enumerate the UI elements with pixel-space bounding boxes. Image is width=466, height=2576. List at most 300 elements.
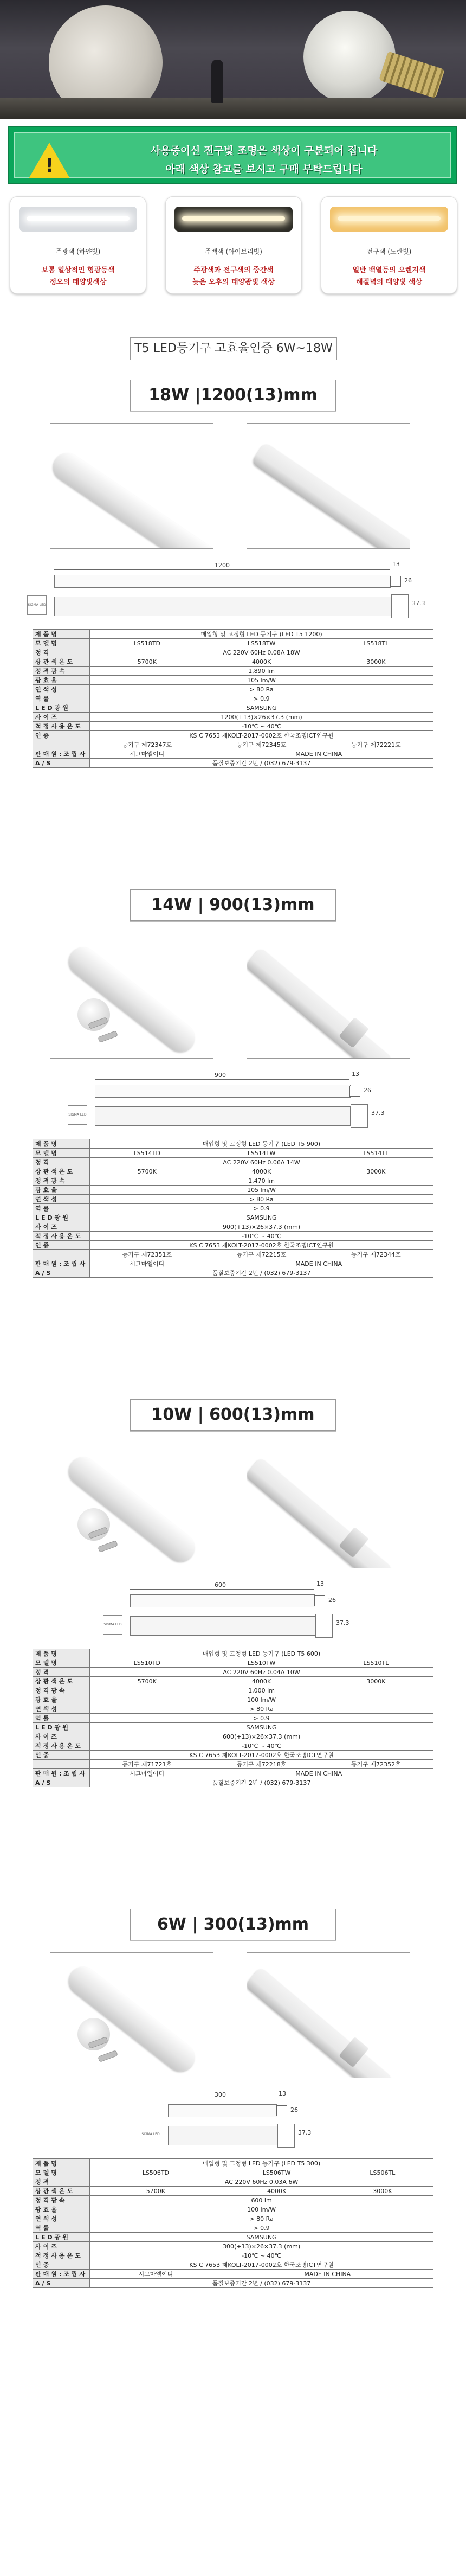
spec-value: 매입형 및 고정형 LED 등기구 (LED T5 900)	[90, 1139, 433, 1149]
spec-label: A/S	[33, 2279, 90, 2288]
spec-row	[33, 2187, 433, 2196]
spec-value: MADE IN CHINA	[204, 749, 433, 759]
spec-label: 판매원:조립사	[33, 1769, 90, 1778]
spec-value: 매입형 및 고정형 LED 등기구 (LED T5 300)	[90, 2159, 433, 2168]
spec-value: SAMSUNG	[90, 1213, 433, 1222]
spec-label: 적정사용온도	[33, 722, 90, 731]
spec-value: SAMSUNG	[90, 2233, 433, 2242]
product-section	[0, 889, 466, 1377]
spec-value: KS C 7653 제KOLT-2017-0002호 한국조명ICT연구원	[90, 731, 433, 740]
spec-row	[33, 1149, 433, 1158]
spec-row	[33, 2196, 433, 2205]
spec-value: 4000K	[222, 2187, 332, 2196]
depth-dimension: 37.3	[412, 600, 425, 607]
product-photo-side	[247, 1443, 410, 1568]
spec-value: LS510TD	[90, 1658, 204, 1668]
spec-value: 시그마엘이디	[90, 2270, 222, 2279]
color-temp-swatch	[174, 207, 293, 232]
spec-row	[33, 1751, 433, 1760]
drawing-side-view	[130, 1616, 315, 1636]
spec-value: KS C 7653 제KOLT-2017-0002호 한국조명ICT연구원	[90, 2260, 433, 2270]
spec-value: KS C 7653 제KOLT-2017-0002호 한국조명ICT연구원	[90, 1751, 433, 1760]
spec-label: 적정사용온도	[33, 2251, 90, 2260]
spec-value: 4000K	[204, 1677, 319, 1686]
spec-label: 사이즈	[33, 1732, 90, 1741]
spec-value: 1200(+13)×26×37.3 (mm)	[90, 713, 433, 722]
spec-value: LS518TW	[204, 639, 319, 648]
spec-label: 역률	[33, 694, 90, 703]
spec-value: AC 220V 60Hz 0.03A 6W	[90, 2177, 433, 2187]
color-temp-card	[321, 196, 457, 294]
spec-label: 인증	[33, 1751, 90, 1760]
spec-value: 등기구 제71721호	[90, 1760, 204, 1769]
spec-label: 정격	[33, 1158, 90, 1167]
spec-value: MADE IN CHINA	[222, 2270, 433, 2279]
spec-value: 600(+13)×26×37.3 (mm)	[90, 1732, 433, 1741]
spec-label: 인증	[33, 2260, 90, 2270]
spec-value: 등기구 제72344호	[319, 1250, 433, 1259]
spec-label: 상관색온도	[33, 657, 90, 667]
tube-body	[247, 947, 393, 1059]
depth-dimension: 37.3	[371, 1110, 385, 1117]
spec-label: 모델명	[33, 1658, 90, 1668]
spec-value: -10℃ ~ 40℃	[90, 2251, 433, 2260]
product-photo-end	[50, 1443, 213, 1568]
spec-row	[33, 2270, 433, 2279]
spec-row	[33, 1668, 433, 1677]
height-dimension: 26	[364, 1087, 371, 1094]
spec-label: 정격광속	[33, 667, 90, 676]
drawing-end-piece	[350, 1086, 360, 1097]
spec-value: LS514TD	[90, 1149, 204, 1158]
section-title: 6W | 300(13)mm	[130, 1909, 336, 1940]
spec-value: 품질보증기간 2년 / (032) 679-3137	[90, 1778, 433, 1787]
spec-row	[33, 1204, 433, 1213]
tube-body	[247, 1457, 393, 1568]
spec-label: 광효율	[33, 2205, 90, 2214]
light-bulb-image	[303, 11, 396, 103]
spec-value: 5700K	[90, 657, 204, 667]
spec-value: SAMSUNG	[90, 1723, 433, 1732]
spec-row	[33, 1723, 433, 1732]
length-dimension: 1200	[215, 562, 230, 569]
spec-value: LS510TW	[204, 1658, 319, 1668]
spec-value: > 80 Ra	[90, 685, 433, 694]
height-dimension: 26	[290, 2106, 298, 2113]
spec-row	[33, 1686, 433, 1695]
spec-row	[33, 685, 433, 694]
spec-label: 광효율	[33, 1695, 90, 1704]
spec-table	[33, 1139, 433, 1278]
spec-row	[33, 722, 433, 731]
drawing-end-piece	[314, 1595, 325, 1606]
spec-row	[33, 740, 433, 749]
spec-value: 3000K	[319, 1167, 433, 1176]
spec-value: 1,000 lm	[90, 1686, 433, 1695]
tube-glow	[27, 216, 130, 221]
spec-label: 정격	[33, 2177, 90, 2187]
notice-inner-panel	[14, 132, 451, 178]
spec-label: 사이즈	[33, 2242, 90, 2251]
product-photo-side	[247, 423, 410, 549]
ground	[0, 98, 466, 119]
spec-value: 900(+13)×26×37.3 (mm)	[90, 1222, 433, 1232]
spec-label	[33, 1760, 90, 1769]
spec-value: 4000K	[204, 657, 319, 667]
spec-value: 3000K	[319, 1677, 433, 1686]
spec-label: 정격광속	[33, 1176, 90, 1186]
color-notice-banner	[8, 126, 457, 184]
spec-value: LS506TL	[332, 2168, 433, 2177]
drawing-side-view	[95, 1106, 351, 1126]
spec-table	[33, 2158, 433, 2288]
tube-body	[251, 442, 410, 549]
section-title: 18W |1200(13)mm	[130, 380, 336, 411]
spec-row	[33, 2159, 433, 2168]
spec-row	[33, 713, 433, 722]
spec-row	[33, 2223, 433, 2233]
spec-label: 역률	[33, 2223, 90, 2233]
spec-row	[33, 1714, 433, 1723]
drawing-end-piece	[276, 2105, 287, 2116]
drawing-side-view	[168, 2126, 277, 2145]
spec-row	[33, 1649, 433, 1658]
spec-row	[33, 1695, 433, 1704]
connector-pin	[98, 1540, 118, 1553]
spec-label: 상관색온도	[33, 1677, 90, 1686]
spec-value: 품질보증기간 2년 / (032) 679-3137	[90, 759, 433, 768]
spec-label: 연색성	[33, 2214, 90, 2223]
spec-value: AC 220V 60Hz 0.08A 18W	[90, 648, 433, 657]
spec-label: A/S	[33, 1778, 90, 1787]
bulb-socket-image	[379, 51, 445, 98]
spec-value: LS514TL	[319, 1149, 433, 1158]
spec-row	[33, 1250, 433, 1259]
spec-table	[33, 629, 433, 768]
spec-value: 등기구 제72351호	[90, 1250, 204, 1259]
product-photo-side	[247, 933, 410, 1059]
spec-row	[33, 2251, 433, 2260]
notice-line-2: 아래 색상 참고를 보시고 구매 부탁드립니다	[165, 163, 363, 175]
spec-label: 연색성	[33, 1704, 90, 1714]
color-temp-name: 전구색 (노란빛)	[366, 248, 412, 255]
connector-pin	[98, 2050, 118, 2062]
spec-value: 4000K	[204, 1167, 319, 1176]
spec-value: 시그마엘이디	[90, 749, 204, 759]
spec-label: 적정사용온도	[33, 1741, 90, 1751]
brand-logo-stamp: SIGMA LED	[27, 595, 47, 615]
hero-banner	[0, 0, 466, 119]
spec-label: 사이즈	[33, 713, 90, 722]
spec-row	[33, 1741, 433, 1751]
spec-value: 매입형 및 고정형 LED 등기구 (LED T5 600)	[90, 1649, 433, 1658]
drawing-end-piece	[390, 576, 401, 587]
spec-row	[33, 648, 433, 657]
spec-row	[33, 1241, 433, 1250]
color-temp-name: 주백색 (아이보리빛)	[205, 248, 262, 255]
spec-label: 정격	[33, 648, 90, 657]
drawing-side-view	[54, 597, 391, 616]
length-dimension: 300	[215, 2091, 226, 2098]
cap-dimension: 13	[352, 1071, 359, 1078]
notice-line-1: 사용중이신 전구빛 조명은 색상이 구분되어 집니다	[150, 145, 378, 157]
drawing-top-view	[95, 1085, 351, 1098]
color-temp-desc-2: 정오의 태양빛색상	[49, 278, 107, 286]
spec-label: 제품명	[33, 1139, 90, 1149]
spec-value: 5700K	[90, 1677, 204, 1686]
spec-value: AC 220V 60Hz 0.06A 14W	[90, 1158, 433, 1167]
color-temp-swatch	[330, 207, 448, 232]
spec-row	[33, 1760, 433, 1769]
drawing-profile	[351, 1104, 368, 1128]
product-section	[0, 1399, 466, 1887]
product-section	[0, 380, 466, 868]
spec-value: MADE IN CHINA	[204, 1259, 433, 1268]
spec-label: LED광원	[33, 703, 90, 713]
spec-value: 105 lm/W	[90, 1186, 433, 1195]
length-dimension: 900	[215, 1072, 226, 1079]
spec-row	[33, 1268, 433, 1278]
length-dimension: 600	[215, 1581, 226, 1588]
cap-dimension: 13	[316, 1580, 324, 1587]
tube-body	[50, 447, 213, 549]
spec-label: 제품명	[33, 630, 90, 639]
spec-label: 정격	[33, 1668, 90, 1677]
brand-logo-stamp: SIGMA LED	[141, 2125, 160, 2144]
drawing-profile	[315, 1614, 333, 1638]
spec-row	[33, 759, 433, 768]
spec-value: 105 lm/W	[90, 676, 433, 685]
spec-value: 600 lm	[90, 2196, 433, 2205]
spec-row	[33, 2279, 433, 2288]
spec-label: 광효율	[33, 1186, 90, 1195]
spec-value: 등기구 제72221호	[319, 740, 433, 749]
spec-label: 정격광속	[33, 2196, 90, 2205]
spec-label: LED광원	[33, 1213, 90, 1222]
tube-body	[63, 942, 200, 1058]
tube-glow	[338, 216, 441, 221]
spec-value: AC 220V 60Hz 0.04A 10W	[90, 1668, 433, 1677]
spec-label: 정격광속	[33, 1686, 90, 1695]
spec-row	[33, 749, 433, 759]
spec-value: 품질보증기간 2년 / (032) 679-3137	[90, 1268, 433, 1278]
spec-row	[33, 1176, 433, 1186]
spec-value: 3000K	[319, 657, 433, 667]
product-photo-end	[50, 933, 213, 1059]
height-dimension: 26	[328, 1597, 336, 1604]
spec-label: 광효율	[33, 676, 90, 685]
spec-label: LED광원	[33, 1723, 90, 1732]
spec-value: 등기구 제72345호	[204, 740, 319, 749]
spec-row	[33, 657, 433, 667]
drawing-top-view	[168, 2104, 277, 2117]
depth-dimension: 37.3	[298, 2129, 312, 2136]
spec-label: 모델명	[33, 639, 90, 648]
spec-label: 판매원:조립사	[33, 1259, 90, 1268]
spec-value: 등기구 제72347호	[90, 740, 204, 749]
spec-label: 제품명	[33, 1649, 90, 1658]
spec-value: > 0.9	[90, 1714, 433, 1723]
spec-label: A/S	[33, 1268, 90, 1278]
spec-label: 판매원:조립사	[33, 749, 90, 759]
spec-value: 100 lm/W	[90, 2205, 433, 2214]
color-temp-desc-1: 일반 백열등의 오렌지색	[352, 266, 426, 274]
spec-row	[33, 2242, 433, 2251]
spec-label: 연색성	[33, 1195, 90, 1204]
drawing-profile	[391, 594, 409, 618]
spec-value: LS518TD	[90, 639, 204, 648]
tube-body	[247, 1966, 393, 2078]
spec-row	[33, 1158, 433, 1167]
brand-logo-stamp: SIGMA LED	[68, 1105, 87, 1125]
spec-row	[33, 630, 433, 639]
spec-row	[33, 2214, 433, 2223]
spec-label	[33, 1250, 90, 1259]
product-photo-side	[247, 1952, 410, 2078]
spec-value: LS510TL	[319, 1658, 433, 1668]
spec-label	[33, 740, 90, 749]
spec-row	[33, 731, 433, 740]
spec-value: > 80 Ra	[90, 2214, 433, 2223]
drawing-top-view	[130, 1594, 315, 1607]
spec-label: 역률	[33, 1714, 90, 1723]
spec-row	[33, 1677, 433, 1686]
color-temp-desc-1: 보통 일상적인 형광등색	[41, 266, 115, 274]
spec-value: 100 lm/W	[90, 1695, 433, 1704]
dimension-line	[130, 1589, 314, 1590]
spec-value: 시그마엘이디	[90, 1769, 204, 1778]
spec-row	[33, 1259, 433, 1268]
spec-row	[33, 2260, 433, 2270]
spec-row	[33, 1704, 433, 1714]
spec-row	[33, 694, 433, 703]
spec-table	[33, 1649, 433, 1787]
spec-label: 제품명	[33, 2159, 90, 2168]
spec-row	[33, 1139, 433, 1149]
spec-label: 역률	[33, 1204, 90, 1213]
spec-row	[33, 1658, 433, 1668]
spec-row	[33, 1778, 433, 1787]
spec-row	[33, 667, 433, 676]
spec-value: -10℃ ~ 40℃	[90, 722, 433, 731]
color-temp-name: 주광색 (하얀빛)	[55, 248, 101, 255]
spec-value: 품질보증기간 2년 / (032) 679-3137	[90, 2279, 433, 2288]
color-temp-card	[10, 196, 146, 294]
color-temp-desc-2: 해질녘의 태양빛 색상	[355, 278, 423, 286]
spec-value: SAMSUNG	[90, 703, 433, 713]
dimension-line	[95, 1079, 350, 1080]
spec-label: 상관색온도	[33, 2187, 90, 2196]
height-dimension: 26	[404, 577, 412, 584]
spec-row	[33, 1167, 433, 1176]
dimension-line	[54, 569, 390, 570]
tube-glow	[182, 216, 285, 221]
spec-value: > 0.9	[90, 694, 433, 703]
spec-label: 판매원:조립사	[33, 2270, 90, 2279]
spec-row	[33, 639, 433, 648]
depth-dimension: 37.3	[336, 1619, 350, 1626]
product-section	[0, 1909, 466, 2397]
spec-value: MADE IN CHINA	[204, 1769, 433, 1778]
spec-value: > 80 Ra	[90, 1704, 433, 1714]
color-temp-swatch	[19, 207, 137, 232]
spec-row	[33, 2168, 433, 2177]
cap-dimension: 13	[279, 2090, 286, 2097]
spec-value: > 0.9	[90, 1204, 433, 1213]
cap-dimension: 13	[392, 561, 400, 568]
spec-row	[33, 1195, 433, 1204]
spec-value: LS506TD	[90, 2168, 222, 2177]
spec-row	[33, 1186, 433, 1195]
spec-value: LS506TW	[222, 2168, 332, 2177]
warning-mark: !	[45, 155, 54, 177]
section-title: 14W | 900(13)mm	[130, 889, 336, 921]
spec-label: 상관색온도	[33, 1167, 90, 1176]
spec-value: -10℃ ~ 40℃	[90, 1741, 433, 1751]
spec-value: 5700K	[90, 1167, 204, 1176]
drawing-profile	[277, 2124, 295, 2148]
spec-row	[33, 1732, 433, 1741]
spec-value: KS C 7653 제KOLT-2017-0002호 한국조명ICT연구원	[90, 1241, 433, 1250]
connector-pin	[98, 1030, 118, 1043]
spec-label: 인증	[33, 1241, 90, 1250]
spec-label: 사이즈	[33, 1222, 90, 1232]
spec-value: 3000K	[332, 2187, 433, 2196]
spec-value: > 80 Ra	[90, 1195, 433, 1204]
spec-value: 매입형 및 고정형 LED 등기구 (LED T5 1200)	[90, 630, 433, 639]
spec-label: 모델명	[33, 1149, 90, 1158]
spec-row	[33, 2233, 433, 2242]
spec-value: LS514TW	[204, 1149, 319, 1158]
spec-row	[33, 676, 433, 685]
section-title: 10W | 600(13)mm	[130, 1399, 336, 1431]
product-photo-end	[50, 1952, 213, 2078]
tube-body	[63, 1452, 200, 1567]
spec-value: 5700K	[90, 2187, 222, 2196]
spec-label: A/S	[33, 759, 90, 768]
product-photo-angle	[50, 423, 213, 549]
spec-value: 1,890 lm	[90, 667, 433, 676]
spec-label: 모델명	[33, 2168, 90, 2177]
spec-value: 등기구 제72215호	[204, 1250, 319, 1259]
spec-label: 인증	[33, 731, 90, 740]
page-title: T5 LED등기구 고효율인증 6W~18W	[130, 337, 337, 360]
drawing-top-view	[54, 575, 391, 588]
spec-label: LED광원	[33, 2233, 90, 2242]
spec-value: -10℃ ~ 40℃	[90, 1232, 433, 1241]
spec-value: 1,470 lm	[90, 1176, 433, 1186]
spec-label: 연색성	[33, 685, 90, 694]
spec-row	[33, 1213, 433, 1222]
spec-label: 적정사용온도	[33, 1232, 90, 1241]
spec-row	[33, 703, 433, 713]
spec-value: > 0.9	[90, 2223, 433, 2233]
color-temp-desc-1: 주광색과 전구색의 중간색	[193, 266, 274, 274]
brand-logo-stamp: SIGMA LED	[103, 1615, 122, 1635]
spec-row	[33, 1232, 433, 1241]
spec-value: 등기구 제72218호	[204, 1760, 319, 1769]
spec-row	[33, 2205, 433, 2214]
spec-value: 300(+13)×26×37.3 (mm)	[90, 2242, 433, 2251]
spec-row	[33, 2177, 433, 2187]
spec-row	[33, 1222, 433, 1232]
spec-value: 시그마엘이디	[90, 1259, 204, 1268]
tube-body	[63, 1962, 200, 2077]
girl-silhouette	[211, 60, 223, 103]
spec-row	[33, 1769, 433, 1778]
color-temp-desc-2: 늦은 오후의 태양광빛 색상	[192, 278, 275, 286]
spec-value: 등기구 제72352호	[319, 1760, 433, 1769]
